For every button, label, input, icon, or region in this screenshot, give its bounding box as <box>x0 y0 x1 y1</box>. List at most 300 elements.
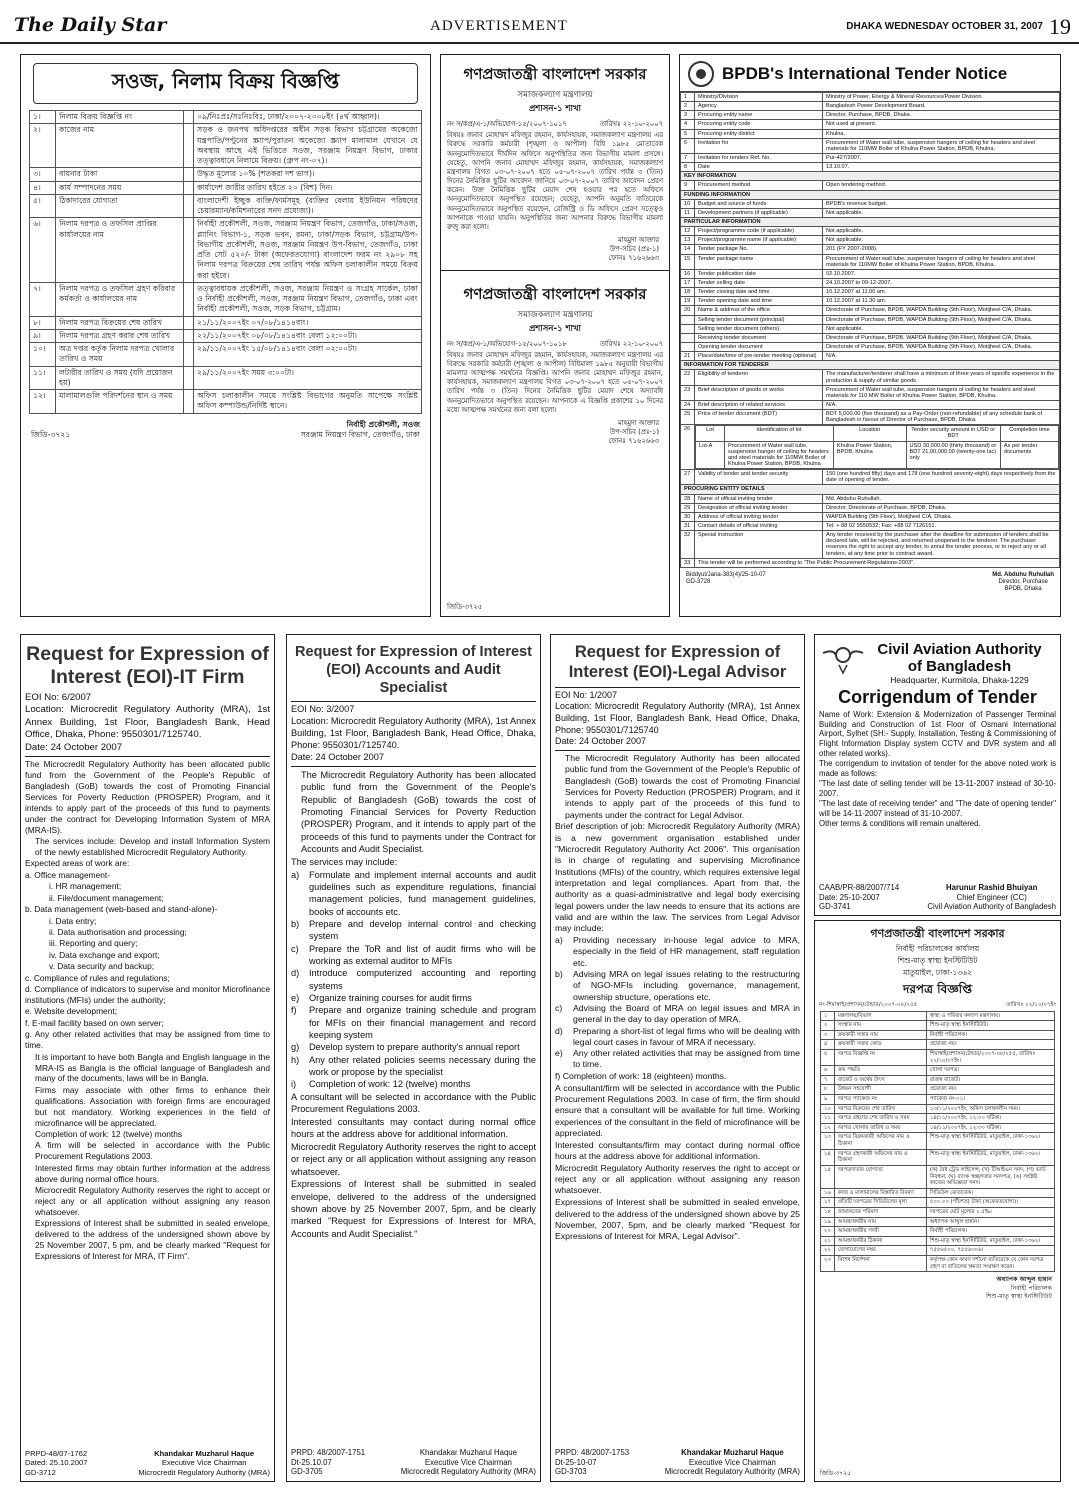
eoi-it-p5: Completion of work: 12 (twelve) months <box>35 1129 183 1140</box>
caab-title: Corrigendum of Tender <box>838 687 1037 707</box>
row-label: Tender selling date <box>695 278 823 287</box>
row-value: সিডিউল মোতাবেক। <box>926 1188 1054 1198</box>
eoi-it-sig-title: Executive Vice Chairman <box>161 1458 247 1468</box>
row-separator <box>184 366 194 390</box>
row-label: প্রতিটি দরপত্রের সিডিউলের মূল্য <box>834 1198 926 1208</box>
row-value: কার্যাদেশ জারীর তারিখ হইতে ২০ (বিশ) দিন। <box>194 181 422 194</box>
caab-sig-title: Chief Engineer (CC) <box>956 892 1027 902</box>
row-number: ৮ <box>820 1085 834 1095</box>
list-marker: e) <box>291 993 300 1004</box>
gov2-sig-phone: ফোনঃ ৭১৬২৬৬৩ <box>608 437 659 446</box>
row-number: ৯। <box>30 329 56 342</box>
row-label: দরপত্র বিজ্ঞপ্তি নং <box>834 1049 926 1065</box>
table-row <box>820 1049 1054 1065</box>
eoi-it-p1: The Microcredit Regulatory Authority has been allocated public fund from the Government of the People's Republic of Bangladesh (GoB) towards the cost of Promoting Financial Services for Poverty Reduction (PROSPER) Program, and it intends to apply part of the proceeds of this fund to payments under the contract for Developing Information System of MRA (MRA-IS). <box>25 759 270 835</box>
row-number: 6 <box>681 138 695 153</box>
row-label: Ministry/Division <box>695 93 823 102</box>
caab-p1: Name of Work: Extension & Modernization of Passenger Terminal Building and Construction of 1st Floor of Osmani International Airport, Sylhet (SH:- Supply, Installation, Testing & Commissioning of Flight Information Display system CCTV and DVR system and all other related works). <box>819 710 1056 758</box>
row-label: কাজের নাম <box>56 124 184 168</box>
table-row <box>820 1075 1054 1085</box>
eoi-legal-code1: PRPD: 48/2007-1753 <box>555 1447 630 1457</box>
row-separator <box>184 343 194 367</box>
eoi-legal-p7: Expressions of Interest shall be submitted in sealed envelope, delivered to the address of the undersigned shown above by 25 November, 2007, 5pm, and be clearly marked "Request for Expressions of Interest for MRA, Legal Advisor". <box>555 1197 800 1242</box>
row-number: 32 <box>681 531 695 559</box>
list-marker: a) <box>291 869 300 880</box>
row-label: Brief description of related services <box>695 400 823 409</box>
eoi-it-b4: iv. Data exchange and export; <box>49 949 160 960</box>
row-label: Receiving tender document <box>695 333 823 342</box>
caab-code3: GD-3741 <box>819 902 851 912</box>
row-number: ৮। <box>30 316 56 329</box>
page-number: 19 <box>1049 14 1071 39</box>
row-number: ২ <box>820 1021 834 1031</box>
eoi-audit-p3: A consultant will be selected in accordance with the Public Procurement Regulations 2003. <box>291 1091 536 1114</box>
table-row <box>681 93 1060 102</box>
eoi-it-b2: ii. Data authorisation and processing; <box>49 926 187 937</box>
row-label: দরপত্র গ্রহণের শেষ তারিখ ও সময় <box>834 1114 926 1124</box>
row-value: 24.10.2007 to 09-12-2007. <box>823 278 1060 287</box>
list-marker: a) <box>555 935 563 946</box>
row-number <box>681 333 695 342</box>
caab-p3: "The last date of selling tender will be 13-11-2007 instead of 30-10-2007. <box>819 779 1056 798</box>
list-item <box>291 1004 536 1041</box>
table-row <box>820 1040 1054 1050</box>
table-row <box>30 111 422 124</box>
auction-notice <box>20 54 431 617</box>
row-value: শিশু-মাতৃ স্বাস্থ্য ইনস্টিটিউট, মাতুয়াইল, ঢাকা-১৩৬২। <box>926 1149 1054 1165</box>
gov1-sig-title: উপ-সচিব (প্রঃ-১) <box>609 245 659 254</box>
row-value: খোলা দরপত্র। <box>926 1066 1054 1076</box>
list-marker: i) <box>291 1079 297 1090</box>
row-label: This tender will be performed according to "The Public Procurement Regulations-2003". <box>695 558 1060 567</box>
table-row <box>820 1133 1054 1149</box>
row-number: ২৩ <box>820 1256 834 1272</box>
row-number: 4 <box>681 120 695 129</box>
tender-bn-notice <box>814 920 1061 1482</box>
eoi-it-date: Date: 24 October 2007 <box>25 741 123 753</box>
row-value: নির্বাহী পরিচালক। <box>926 1227 1054 1237</box>
eoi-it-a1: i. HR management; <box>49 881 122 892</box>
row-label: Special instruction <box>695 531 823 559</box>
row-number: 3 <box>681 111 695 120</box>
eoi-legal-no: EOI No: 1/2007 <box>555 689 618 700</box>
list-item <box>291 1054 536 1079</box>
lot-header-cell: Tender security amount in USD or BDT <box>906 426 1000 441</box>
caab-hq: Headquarter, Kurmitola, Dhaka-1229 <box>890 675 1029 685</box>
table-row <box>820 1227 1054 1237</box>
list-text: Any other related activities that may be assigned from time to time. <box>573 1048 800 1070</box>
row-value: 10.12.2007 at 11.30 am. <box>823 297 1060 306</box>
row-number: ৩। <box>30 168 56 181</box>
eoi-audit-code1: PRPD: 48/2007-1751 <box>291 1447 366 1457</box>
row-number: 30 <box>681 512 695 521</box>
table-row <box>681 172 1060 181</box>
table-row <box>681 522 1060 531</box>
tender-bn-sig-name: অধ্যাপক আব্দুল হান্নান <box>996 1276 1052 1284</box>
eoi-legal-sig-title: Executive Vice Chairman <box>688 1457 776 1467</box>
row-separator <box>184 181 194 194</box>
gov2-branch: প্রশাসন-১ শাখা <box>528 323 582 334</box>
gov1-body: বিষয়ঃ জনাব মোহাম্মদ মফিজুর রহমান, কার্যসহায়ক, সমাজকল্যাণ মন্ত্রণালয় এর বিরুদ্ধে সরকারি কর্মচারী (শৃঙ্খলা ও আপীল) বিধি ১৯৮৫ মোতাবেক অননুমোদিতভাবে দীর্ঘদিন অফিসে অনুপস্থিতির জন্য বিভাগীয় মামলা প্রসঙ্গে। যেহেতু, আপনি জনাব মোহাম্মদ মফিজুর রহমান, কার্যসহায়ক, সমাজকল্যাণ মন্ত্রণালয় বিগত ০৩-০৭-২০০৭ হতে ০৫-০৭-২০০৭ তারিখ পর্যন্ত ৩ (তিন) দিনের নৈমিত্তিক ছুটির আবেদন জানিয়ে ০৩-০৭-২০০৭ তারিখ আবেদন প্রেরণ করেন। উক্ত নৈমিত্তিক ছুটির মেয়াদ শেষ হওয়ার পর হতে অফিসে অননুমোদিতভাবে অনুপস্থিত রয়েছেন; যেহেতু, আপনি অনুমতি ব্যতিরেকে অননুমোদিতভাবে অনুপস্থিত রয়েছেন, রেজিস্ট্রি ও ডি অফিসে প্রেরণ সত্ত্বেও আপনাকে পাওয়া যায়নি। অনুপস্থিতির জন্য আপনার বিরুদ্ধে বিভাগীয় মামলা রুজু করা হলো। <box>447 131 663 231</box>
list-marker: d) <box>291 968 300 979</box>
table-row <box>681 227 1060 236</box>
section-heading: KEY INFORMATION <box>681 172 1060 181</box>
row-value: N/A. <box>823 352 1060 361</box>
eoi-audit-p1: The Microcredit Regulatory Authority has been allocated public fund from the Government of the People's Republic of Bangladesh (GoB) towards the cost of Promoting Financial Services for Poverty Reduction (PROSPER) Program, and it intends to apply part of the proceeds of this fund to payments under the Contract for Accounts and Audit Specialist. <box>301 770 536 855</box>
tender-bn-addr: মাতুয়াইল, ঢাকা-১৩৬২ <box>903 968 972 977</box>
eoi-audit-sig-title: Executive Vice Chairman <box>424 1457 512 1467</box>
table-row <box>681 324 1060 333</box>
table-row <box>681 558 1060 567</box>
row-number: ১ <box>820 1011 834 1021</box>
eoi-it-a: a. Office management- <box>25 869 111 880</box>
caab-notice <box>814 634 1061 916</box>
row-label: Development partners (if applicable) <box>695 208 823 217</box>
row-label: দরপত্র খোলার তারিখ ও সময় <box>834 1123 926 1133</box>
table-row <box>681 485 1060 494</box>
list-text: Introduce computerized accounting and reporting systems <box>309 968 536 991</box>
row-number: 20 <box>681 306 695 315</box>
row-value: বাংলাদেশী ইচ্ছুক ব্যক্তি/ফার্মসমূহ (ব্যক্তির বেলায় ইউনিয়ন পরিষদের চেয়ারম্যান/কমিশনারের সনদ প্রযোজ্য)। <box>194 194 422 218</box>
row-label: Tender closing date and time <box>695 288 823 297</box>
row-number: ১৮ <box>820 1207 834 1217</box>
row-value: অধ্যাপক আব্দুল হান্নান। <box>926 1217 1054 1227</box>
table-row <box>820 1236 1054 1246</box>
row-label: ঠিকাদারের যোগ্যতা <box>56 194 184 218</box>
table-row <box>681 199 1060 208</box>
row-label: সংস্থার নাম <box>834 1021 926 1031</box>
row-value: কর্তৃপক্ষ কোন কারণ দর্শানো ব্যতিরেকে যে কোন দরপত্র গ্রহণ বা বাতিলের ক্ষমতা সংরক্ষণ করেন। <box>926 1256 1054 1272</box>
row-value: সড়ক ও জনপথ অধিদপ্তরের অধীন সড়ক বিভাগ চট্টগ্রামের অকেজো যন্ত্রপাতি/পণ্টুনের স্ক্র্যাপ/পুরাতন অকেজো স্ক্র্যাপ মালামাল যেখানে যে অবস্থায় আছে এই ভিত্তিতে সওজ, সরঞ্জাম নিয়ন্ত্রণ বিভাগ, ঢাকার তত্ত্বাবধানে নিলামে বিক্রয়। (গ্রুপ নং-০৭)। <box>194 124 422 168</box>
row-label: উন্নয়ন সহযোগী <box>834 1085 926 1095</box>
row-label: Tender package name <box>695 254 823 269</box>
row-value: BPDB's revenue budget. <box>823 199 1060 208</box>
list-item <box>291 943 536 968</box>
row-value: ২৯/১১/২০০৭ইং সময় ৩:০০টা। <box>194 366 422 390</box>
row-number: 2 <box>681 102 695 111</box>
eoi-audit-title: Request for Expression of Interest (EOI) Accounts and Audit Specialist <box>295 644 532 697</box>
table-row <box>681 333 1060 342</box>
row-number: ১। <box>30 111 56 124</box>
eoi-audit-sig-name: Khandakar Muzharul Haque <box>419 1447 517 1457</box>
row-value: Not applicable. <box>823 324 1060 333</box>
list-item <box>555 1026 800 1049</box>
table-row <box>681 254 1060 269</box>
row-label: আমন্ত্রণকারীর পদবী <box>834 1227 926 1237</box>
row-value: Bangladesh Power Development Board. <box>823 102 1060 111</box>
row-number: 27 <box>681 470 695 485</box>
table-row <box>820 1085 1054 1095</box>
eoi-it-a2: ii. File/document management; <box>49 892 164 903</box>
eoi-audit-p5: Microcredit Regulatory Authority reserves the right to accept or reject any or all application without assigning any reason whatsoever. <box>291 1141 536 1177</box>
row-number: ২২ <box>820 1246 834 1256</box>
table-row <box>820 1030 1054 1040</box>
row-value: Directorate of Purchase, BPDB, WAPDA Building (9th Floor), Motijheel C/A, Dhaka. <box>823 315 1060 324</box>
list-item <box>291 1078 536 1090</box>
row-label: ক্রয়কারী সত্তার নাম <box>834 1030 926 1040</box>
row-label: Budget and source of funds <box>695 199 823 208</box>
row-label: মন্ত্রণালয়/বিভাগ <box>834 1011 926 1021</box>
row-value: স্বাস্থ্য ও পরিবার কল্যাণ মন্ত্রণালয়। <box>926 1011 1054 1021</box>
row-value: শিশু-মাতৃ স্বাস্থ্য ইনস্টিটিউট। <box>926 1021 1054 1031</box>
table-row <box>820 1095 1054 1105</box>
eoi-it-c: c. Compliance of rules and regulations; <box>25 972 170 983</box>
eoi-it-code2: Dated: 25.10.2007 <box>25 1458 88 1468</box>
row-value: নির্বাহী পরিচালক। <box>926 1030 1054 1040</box>
table-row <box>30 329 422 342</box>
row-label: Tender publication date <box>695 269 823 278</box>
row-number: ১০। <box>30 343 56 367</box>
auction-sign: নির্বাহী প্রকৌশলী, সওজ <box>346 419 420 429</box>
row-label: Designation of official inviting tender <box>695 503 823 512</box>
bpdb-code1: Biddyut/Jana-383(4)/25-10-07 <box>686 571 766 578</box>
row-number: 21 <box>681 352 695 361</box>
row-value: অফিস চলাকালীন সময়ে সংশ্লিষ্ট বিভাগের অনুমতি সাপেক্ষে সংশ্লিষ্ট অফিস কম্পাউন্ড/নির্দিষ্ট স্থানে। <box>194 390 422 414</box>
eoi-it-d: d. Compliance of indicators to supervise and monitor Microfinance institutions (MFIs) under the authority; <box>25 984 270 1005</box>
row-number: 28 <box>681 494 695 503</box>
row-value: Director, Directorate of Purchase, BPDB, Dhaka. <box>823 503 1060 512</box>
eoi-it-sig-org: Microcredit Regulatory Authority (MRA) <box>138 1467 270 1477</box>
table-row <box>681 111 1060 120</box>
table-row <box>681 129 1060 138</box>
row-value: Procurement of Water wall tube, suspension hangers of ceiling for headers and steel materials for 110MW Boiler of Khulna Power Station, BPDB, Khulna. <box>823 254 1060 269</box>
eoi-it-no: EOI No: 6/2007 <box>25 691 92 703</box>
list-marker: h) <box>291 1054 300 1065</box>
row-number: 17 <box>681 278 695 287</box>
row-label: ক্রয় পদ্ধতি <box>834 1066 926 1076</box>
row-label: নিলাম দরপত্র গ্রহণ করার শেষ তারিখ <box>56 329 184 342</box>
list-marker: b) <box>291 919 300 930</box>
row-separator <box>184 124 194 168</box>
bpdb-title: BPDB's International Tender Notice <box>722 64 1008 83</box>
list-text: Providing necessary in-house legal advice to MRA, especially in the field of HR management, staff regulation etc. <box>573 935 800 968</box>
row-label: দরপত্র বিক্রয়ের শেষ তারিখ <box>834 1104 926 1114</box>
row-value: শিমাস্বাই/প্রশাসন/টেন্ডার/২০০৭-০৮/২৫৫, তারিখঃ ২২/১০/০৭ইং। <box>926 1049 1054 1065</box>
row-label: Validity of tender and tender security <box>695 470 823 485</box>
row-number: ৭ <box>820 1075 834 1085</box>
row-label: Tender package No. <box>695 245 823 254</box>
list-text: Develop system to prepare authority's annual report <box>309 1042 520 1053</box>
lot-body <box>696 441 1059 469</box>
list-item <box>291 1041 536 1053</box>
masthead: The Daily Star <box>14 14 167 36</box>
eoi-legal-sig-org: Microcredit Regulatory Authority (MRA) <box>664 1467 800 1477</box>
tender-bn-table <box>820 1011 1055 1273</box>
row-value: N/A. <box>823 400 1060 409</box>
eoi-it-p4: Firms may associate with other firms to enhance their qualifications. Association with foreign firms are encouraged but not mandatory. Working experiences in the field of microfinance will be appreciated. <box>35 1084 270 1128</box>
table-row <box>681 120 1060 129</box>
row-value: ২১/১১/২০০৭ইং ০৭/০৮/১৪১৪বাং। <box>194 316 422 329</box>
row-value: 150 (one hundred fifty) days and 178 (one hundred seventy-eight) days respectively from the date of opening of tender. <box>823 470 1060 485</box>
row-value: Any tender received by the purchaser after the deadline for submission of tenders shall be declared late, will be rejected, and returned unopened to the tenderer. The purchaser reserves the right to accept any tender, to annul the tender process, or to reject any or all tenders, at any time prior to contract award. <box>823 531 1060 559</box>
row-value: প্রযোজ্য নয়। <box>926 1040 1054 1050</box>
row-value: ১৩/১১/২০০৭ইং, অফিস চলাকালীন সময়। <box>926 1104 1054 1114</box>
row-label: Name & address of the office <box>695 306 823 315</box>
list-text: Any other related policies seems necessary during the work or propose by the specialist <box>309 1054 536 1078</box>
row-number: ১৩ <box>820 1133 834 1149</box>
bpdb-notice <box>679 54 1061 617</box>
lot-cell <box>695 425 1060 470</box>
tender-bn-date: তারিখঃ ২২/১০/০৭ইং <box>1006 1002 1056 1008</box>
eoi-it-code1: PRPD-48/07-1762 <box>25 1448 88 1458</box>
row-value: শিশু-মাতৃ স্বাস্থ্য ইনস্টিটিউট, মাতুয়াইল, ঢাকা-১৩৬২। <box>926 1236 1054 1246</box>
table-row <box>820 1198 1054 1208</box>
table-row <box>820 1149 1054 1165</box>
row-value: Tel: + 88 02 9550532; Fax: +88 02 7126151. <box>823 522 1060 531</box>
row-number: ১৯ <box>820 1217 834 1227</box>
table-row <box>820 1011 1054 1021</box>
row-value: তত্ত্বাবধায়ক প্রকৌশলী, সওজ, সরঞ্জাম নিয়ন্ত্রণ ও সংগ্রহ সার্কেল, ঢাকা ও নির্বাহী প্রকৌশলী, সওজ, সরঞ্জাম নিয়ন্ত্রণ বিভাগ, তেজগাঁও, ঢাকা এবং নির্বাহী প্রকৌশলী, সওজ, সড়ক বিভাগ, চট্টগ্রাম। <box>194 282 422 316</box>
gov1-sig-name: মাহমুদা আক্তার <box>617 236 659 245</box>
lot-cell-value: Procurement of Water wall tube, suspension hanger of ceiling for headers and steel materials for 110MW Boiler of Khulna Power Station, BPDB, Khulna <box>725 441 834 469</box>
caab-logo-icon <box>821 641 865 675</box>
row-number: ২১ <box>820 1236 834 1246</box>
table-row <box>30 168 422 181</box>
page-header <box>0 0 1079 44</box>
lot-header <box>696 426 1059 441</box>
lot-header-cell: Lot <box>696 426 725 441</box>
gov2-ministry: সমাজকল্যাণ মন্ত্রণালয় <box>517 309 593 320</box>
table-row <box>681 503 1060 512</box>
eoi-it-notice <box>20 634 275 1482</box>
row-label: Procuring entity name <box>695 111 823 120</box>
table-row <box>681 531 1060 559</box>
caab-org1: Civil Aviation Authority <box>877 641 1042 658</box>
eoi-legal-date: Date: 24 October 2007 <box>555 736 647 747</box>
row-label: Price of tender document (BDT) <box>695 410 823 425</box>
eoi-it-p6: A firm will be selected in accordance with the Public Procurement Regulations 2003. <box>35 1140 270 1162</box>
row-label: দরপত্র প্যাকেজ নং <box>834 1095 926 1105</box>
table-row <box>820 1104 1054 1114</box>
table-row <box>681 163 1060 172</box>
row-label: দরপত্র গ্রহণকারী অফিসের নাম ও ঠিকানা <box>834 1149 926 1165</box>
table-row <box>681 352 1060 361</box>
row-separator <box>184 329 194 342</box>
list-marker: e) <box>555 1048 563 1059</box>
eoi-legal-items <box>555 935 800 1071</box>
row-number: ৬। <box>30 218 56 283</box>
eoi-legal-location: Location: Microcredit Regulatory Authority (MRA), 1st Annex Building, 1st Floor, Bangladesh Bank, Head Office, Dhaka, Phone: 9550301/7125740 <box>555 701 800 735</box>
row-number: 25 <box>681 410 695 425</box>
row-separator <box>184 316 194 329</box>
row-number: ১২। <box>30 390 56 414</box>
row-label: লটারীর তারিখ ও সময় (যদি প্রয়োজন হয়) <box>56 366 184 390</box>
row-separator <box>184 168 194 181</box>
bpdb-sig-org: BPDB, Dhaka <box>1004 585 1042 592</box>
row-label: কাজ ও মালামালের বিস্তারিত বিবরণ <box>834 1188 926 1198</box>
eoi-it-g: g. Any other related activities that may be assigned from time to time. <box>25 1029 270 1051</box>
eoi-audit-no: EOI No: 3/2007 <box>291 704 355 715</box>
list-text: Completion of work: 12 (twelve) months <box>309 1079 471 1090</box>
caab-p2: The corrigendum to invitation of tender for the above noted work is made as follows: <box>819 759 1056 778</box>
list-text: Advising MRA on legal issues relating to the restructuring of NGO-MFIs including governance, management, ownership structure, operations etc. <box>573 968 800 1002</box>
row-label: নিলাম দরপত্র ও তফসিল গ্রহণ করিবার কর্মকর্তা ও কার্যালয়ের নাম <box>56 282 184 316</box>
list-marker: g) <box>291 1042 300 1053</box>
eoi-it-p3: It is important to have both Bangla and English language in the MRA-IS as Bangla is the official language of Bangladesh and many of the documents, laws will be in Bangla. <box>35 1051 270 1084</box>
table-row <box>681 138 1060 153</box>
eoi-it-b: b. Data management (web-based and stand-alone)- <box>25 904 218 915</box>
row-label: Procurement method <box>695 181 823 190</box>
table-row <box>681 190 1060 199</box>
eoi-audit-sig-org: Microcredit Regulatory Authority (MRA) <box>400 1467 536 1477</box>
row-value: Not applicable. <box>823 208 1060 217</box>
table-row <box>681 494 1060 503</box>
row-label: Selling tender document (others) <box>695 324 823 333</box>
eoi-it-e: e. Website development; <box>25 1006 118 1017</box>
table-row <box>681 400 1060 409</box>
row-value: Procurement of Water wall tube, suspension hangers of ceiling for headers and steel materials for 110 MW Boiler of Khulna Power Station, BPDB, Khulna. <box>823 385 1060 400</box>
row-number: 14 <box>681 245 695 254</box>
eoi-audit-p4: Interested consultants may contact during normal office hours at the address above for additional information. <box>291 1116 536 1140</box>
list-item <box>291 869 536 918</box>
row-separator <box>184 194 194 218</box>
row-value: 02.10.2007. <box>823 269 1060 278</box>
row-label: Date <box>695 163 823 172</box>
eoi-legal-p5: Interested consultants/firm may contact during normal office hours at the address above for additional information. <box>555 1139 800 1161</box>
caab-p4: "The last date of receiving tender" and "The date of opening tender" will be 14-11-2007 instead of 31-10-2007. <box>819 799 1056 818</box>
section-heading: FUNDING INFORMATION <box>681 190 1060 199</box>
row-value: ১৪/১১/২০০৭ইং, ১২:০০ ঘটিকা। <box>926 1114 1054 1124</box>
list-item <box>291 918 536 943</box>
row-label: Opening tender document <box>695 342 823 351</box>
eoi-it-b5: v. Data security and backup; <box>49 961 155 972</box>
list-text: Organize training courses for audit firms <box>309 993 472 1004</box>
bpdb-table <box>680 92 1060 568</box>
row-number: ১৫ <box>820 1165 834 1188</box>
eoi-audit-date: Date: 24 October 2007 <box>291 752 384 763</box>
gov1-branch: প্রশাসন-১ শাখা <box>528 104 582 114</box>
eoi-legal-notice <box>550 634 805 1482</box>
eoi-audit-location: Location: Microcredit Regulatory Authority (MRA), 1st Annex Building, 1st Floor, Bangladesh Bank, Head Office, Dhaka, Phone: 9550301/7125740. <box>291 716 536 751</box>
gov2-code: জিডি-৩৭২৫ <box>447 602 483 611</box>
auction-table <box>29 110 422 414</box>
table-row <box>681 102 1060 111</box>
row-value: ০৯/নিঃপ্রঃ/সঃনিঃবিঃ, ঢাকা/২০০৭-২০০৮ইং (৪র্থ আহ্বান)। <box>194 111 422 124</box>
row-number: ৯ <box>820 1095 834 1105</box>
eoi-audit-code2: Dt-25.10.07 <box>291 1457 332 1467</box>
eoi-it-f: f. E-mail facility based on own server; <box>25 1017 164 1028</box>
bpdb-logo-icon <box>688 61 714 87</box>
row-number: 10 <box>681 199 695 208</box>
row-label: Address of official inviting tender <box>695 512 823 521</box>
table-row <box>30 181 422 194</box>
table-row <box>820 1066 1054 1076</box>
row-value: The manufacturer/tenderer shall have a minimum of three years of specific experience in the production & supply of similar goods. <box>823 370 1060 385</box>
row-label: Contact details of official inviting <box>695 522 823 531</box>
list-marker: d) <box>555 1025 563 1036</box>
eoi-legal-code2: Dt-25-10-07 <box>555 1457 597 1467</box>
row-number: ৪। <box>30 181 56 194</box>
caab-org2: of Bangladesh <box>907 658 1012 675</box>
eoi-legal-p2: Brief description of job: Microcredit Regulatory Authority (MRA) is a new government organisation established under "Microcredit Regulatory Authority Act 2006". This organisation is in charge of regulating and supervising Microfinance Institutions (MFIs) of the country, which requires extensive legal interpretation and legal compliances. Apart from that, the authority as a quasi-administrative and legal body exercising legal powers under the law needs to ensure that its actions are valid and are within the law. The services from Legal Advisor may include: <box>555 821 800 934</box>
eoi-legal-code3: GD-3703 <box>555 1467 587 1477</box>
row-label: বাজেট ও অর্থের উৎস <box>834 1075 926 1085</box>
row-number: ৪ <box>820 1040 834 1050</box>
row-label: জামানতের পরিমাণ <box>834 1207 926 1217</box>
table-row <box>681 278 1060 287</box>
row-number: ৫ <box>820 1049 834 1065</box>
tender-bn-code: জিডি-৩৭২৫ <box>820 1469 851 1477</box>
table-row <box>820 1246 1054 1256</box>
row-label: দরপত্র বিক্রয়কারী অফিসের নাম ও ঠিকানা <box>834 1133 926 1149</box>
eoi-legal-p1: The Microcredit Regulatory Authority has been allocated public fund from the Government of the People's Republic of Bangladesh (GoB) towards the cost of Promoting Financial Services for Poverty Reduction (PROSPER) Program, and it intends to apply part of the proceeds of this fund to payments under the contract for Legal Advisor. <box>565 753 800 820</box>
section-heading: PROCURING ENTITY DETAILS <box>681 485 1060 494</box>
row-value: 13.10.07. <box>823 163 1060 172</box>
lot-header-cell: Location <box>833 426 906 441</box>
row-label: Place/date/time of pre-tender meeting (optional) <box>695 352 823 361</box>
row-number: 11 <box>681 208 695 217</box>
table-row <box>30 316 422 329</box>
